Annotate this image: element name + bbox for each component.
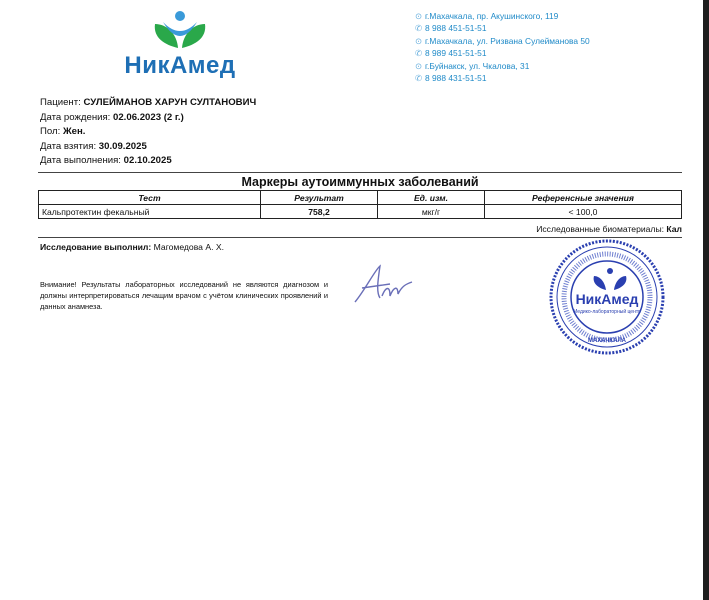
contacts [415, 10, 590, 84]
units: мкг/г [378, 205, 485, 219]
label: Дата рождения: [40, 111, 111, 123]
sample-date: 30.09.2025 [98, 140, 147, 152]
phone-icon: ✆ [415, 23, 423, 34]
contact-line [415, 72, 590, 84]
phone: 8 988 431-51-51 [425, 73, 487, 84]
patient-name: СУЛЕЙМАНОВ ХАРУН СУЛТАНОВИЧ [83, 97, 257, 108]
label: Дата взятия: [40, 140, 97, 152]
logo-text: НикАмед [124, 52, 236, 79]
phone-icon: ✆ [415, 48, 423, 59]
contact-line [415, 10, 590, 22]
clinic-logo [118, 10, 242, 85]
address: г.Буйнакск, ул. Чкалова, 31 [425, 60, 530, 71]
label: Пациент: [40, 97, 81, 108]
divider [38, 172, 682, 173]
signature-icon [350, 260, 420, 310]
stamp-subtitle: Медико-лабораторный центр [573, 309, 641, 315]
contact-line [415, 35, 590, 47]
patient-info [40, 96, 256, 169]
completion-date: 02.10.2025 [123, 155, 172, 166]
performer-name: Магомедова А. Х. [153, 242, 224, 252]
address: г.Махачкала, пр. Акушинского, 119 [425, 11, 559, 21]
col-result: Результат [261, 191, 378, 205]
table-row [39, 205, 682, 219]
col-units: Ед. изм. [378, 191, 485, 205]
result-value: 758,2 [261, 205, 378, 219]
viewer-edge [703, 0, 709, 600]
phone: 8 988 451-51-51 [425, 23, 487, 34]
sex: Жен. [62, 126, 86, 137]
reference-range: < 100,0 [485, 205, 682, 219]
test-name: Кальпротектин фекальный [39, 205, 261, 219]
leaves-logo-icon [135, 10, 225, 50]
label: Исследование выполнил: [40, 242, 152, 252]
contact-line [415, 22, 590, 34]
location-icon: ⊙ [415, 35, 423, 46]
stamp-city: МАХАЧКАЛА [587, 338, 627, 344]
disclaimer: Внимание! Результаты лабораторных исследований не являются диагнозом и должны интерпретироваться лечащим врачом с учётом клинических проявлений и данных анамнеза. [40, 280, 328, 311]
col-test: Тест [39, 191, 261, 205]
clinic-stamp-icon [548, 238, 666, 356]
biomaterial [536, 224, 682, 234]
section-title: Маркеры аутоиммунных заболеваний [241, 175, 479, 189]
location-icon: ⊙ [415, 11, 423, 21]
address: г.Махачкала, ул. Ризвана Сулейманова 50 [425, 35, 590, 46]
results-table [38, 190, 682, 219]
label: Дата выполнения: [40, 155, 121, 166]
label: Пол: [40, 126, 61, 137]
label: Исследованные биоматериалы: [536, 224, 665, 234]
contact-line [415, 47, 590, 59]
stamp-name: НикАмед [575, 291, 639, 307]
contact-line [415, 60, 590, 72]
location-icon: ⊙ [415, 60, 423, 71]
phone: 8 989 451-51-51 [425, 48, 487, 59]
performer [40, 242, 224, 252]
birth-date: 02.06.2023 (2 г.) [113, 111, 184, 123]
phone-icon: ✆ [415, 73, 423, 84]
col-reference: Референсные значения [485, 191, 682, 205]
biomaterial-value: Кал [666, 224, 682, 234]
